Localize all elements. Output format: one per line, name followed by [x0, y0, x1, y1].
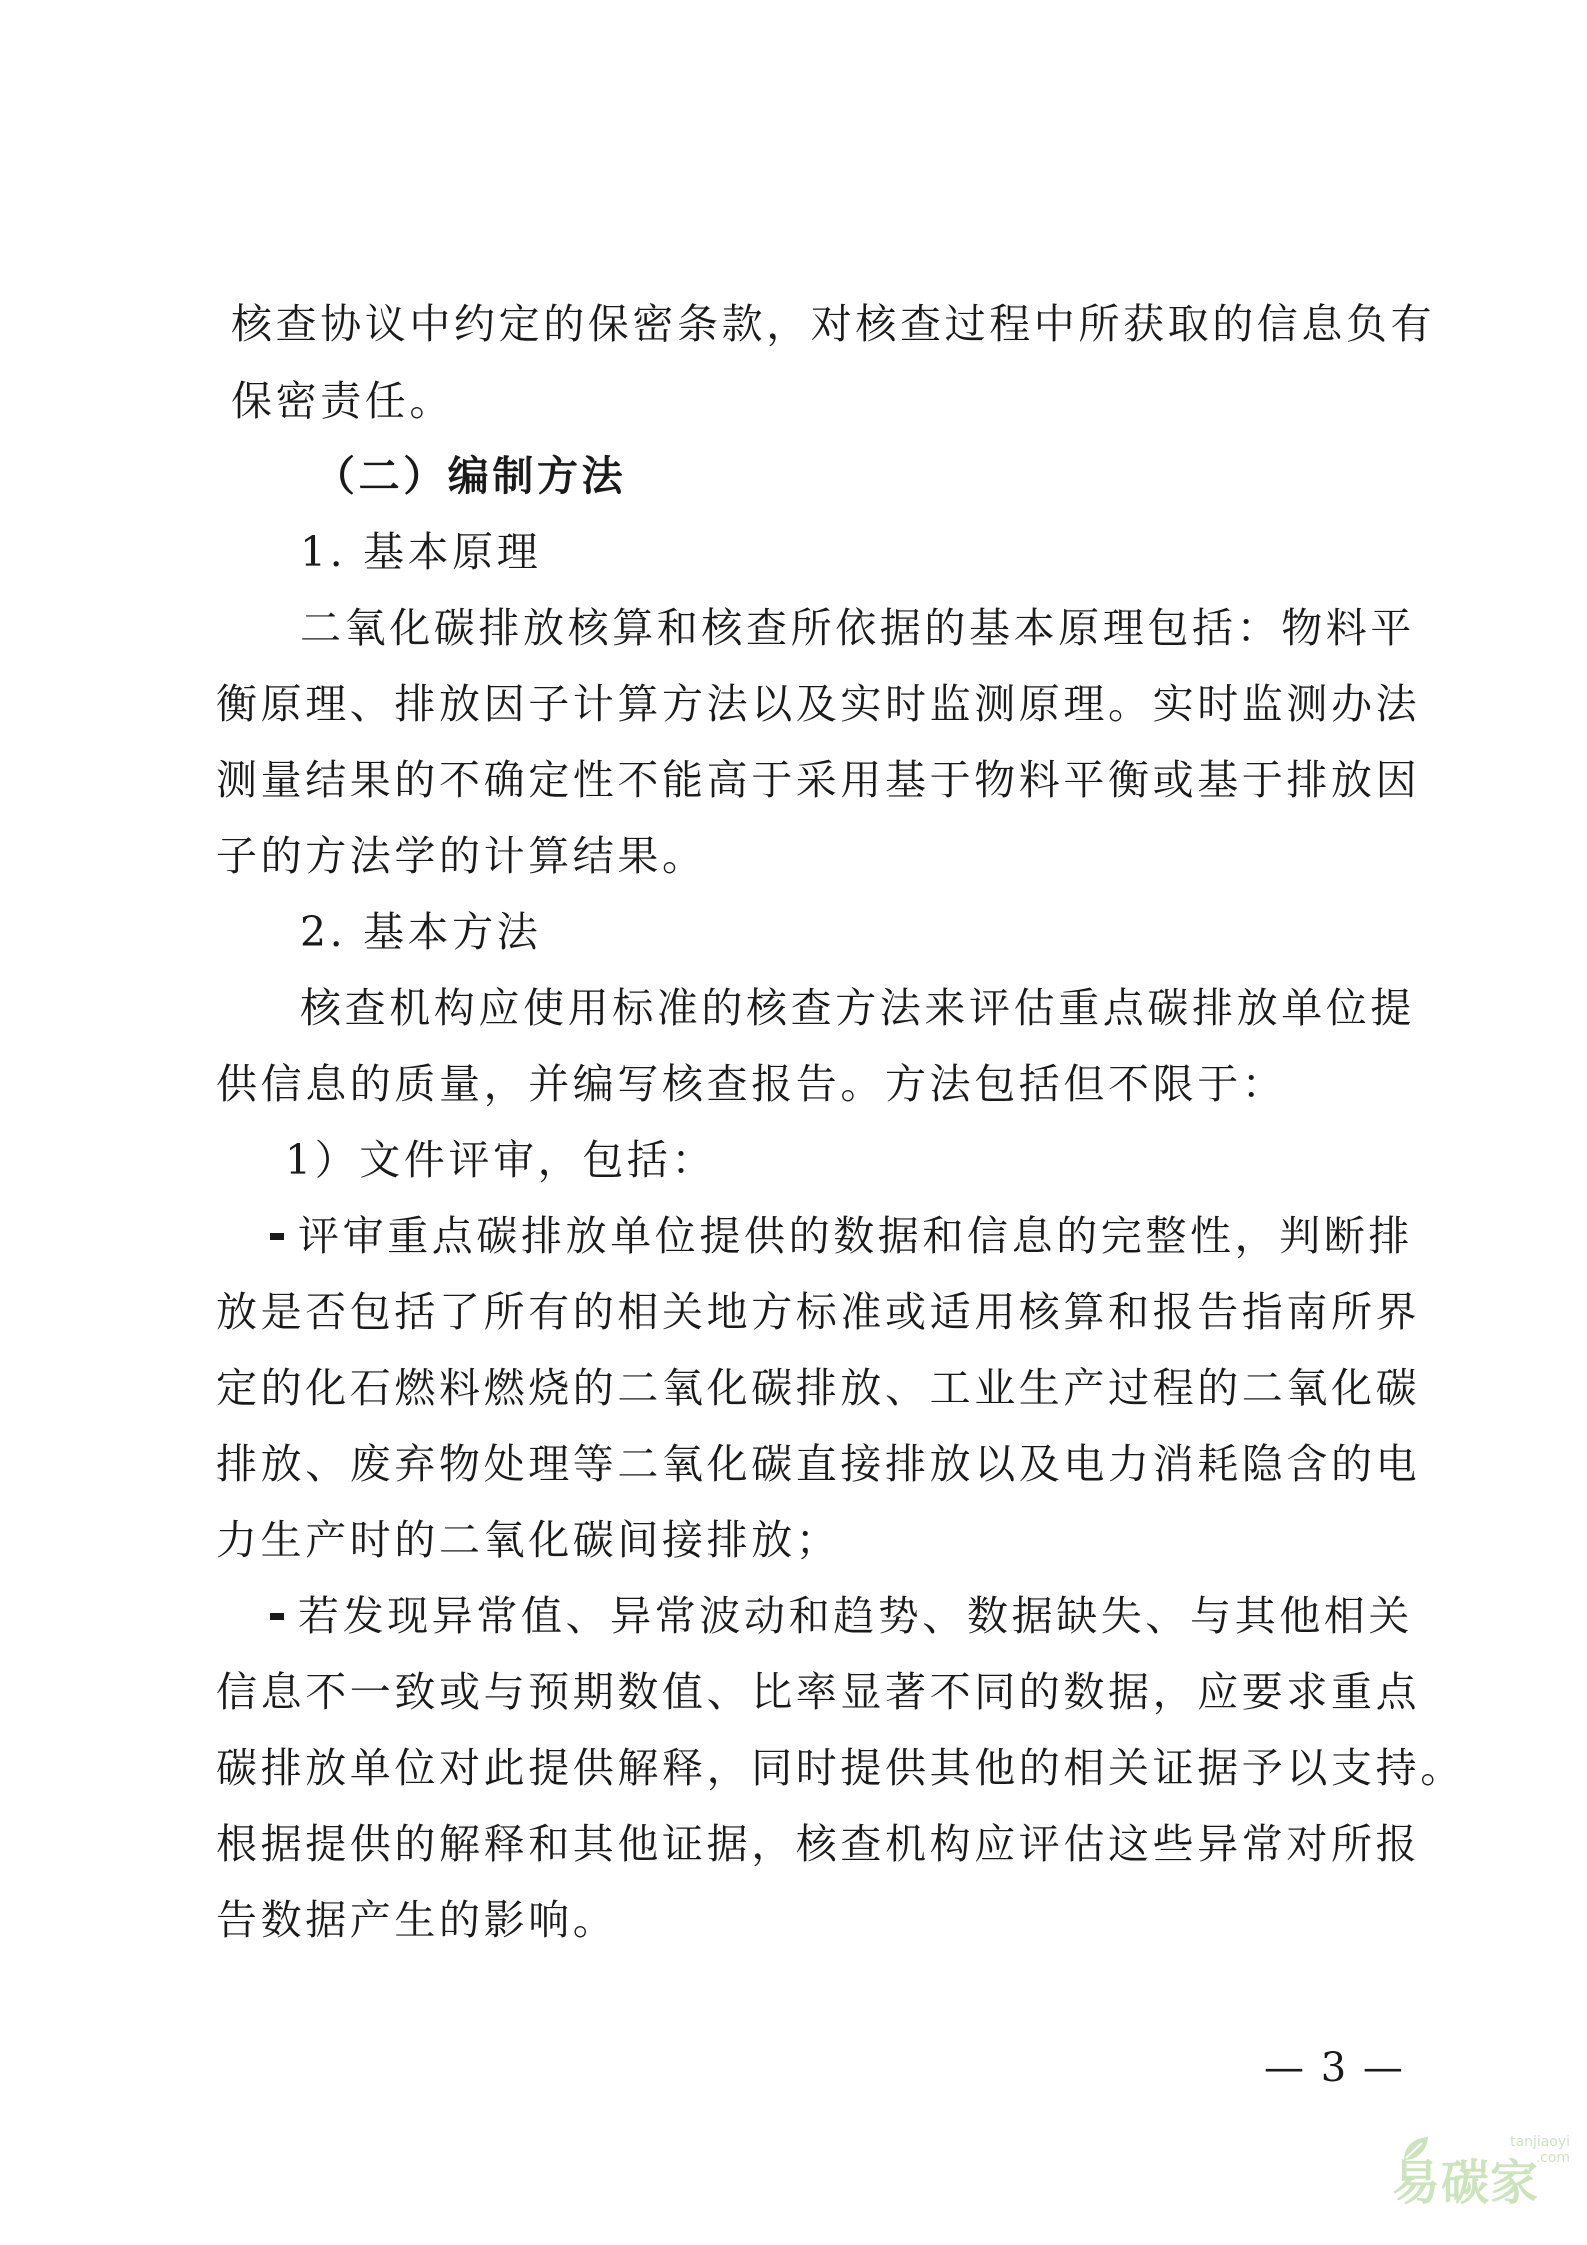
paragraph-line: 供信息的质量，并编写核查报告。方法包括但不限于：	[216, 1060, 1287, 1108]
paragraph-line: 二氧化碳排放核算和核查所依据的基本原理包括：物料平	[300, 604, 1415, 652]
paragraph-line: 核查机构应使用标准的核查方法来评估重点碳排放单位提	[300, 984, 1415, 1032]
paragraph-line: 排放、废弃物处理等二氧化碳直接排放以及电力消耗隐含的电	[216, 1440, 1421, 1488]
paragraph-line: 力生产时的二氧化碳间接排放；	[216, 1516, 841, 1564]
paragraph-line: 子的方法学的计算结果。	[216, 832, 707, 880]
list-item-heading: 1）文件评审，包括：	[285, 1136, 717, 1184]
paragraph-line: 核查协议中约定的保密条款，对核查过程中所获取的信息负有	[231, 300, 1436, 348]
bullet-dash-icon	[270, 1233, 284, 1240]
bullet-dash-icon	[270, 1613, 284, 1620]
paragraph-line: 根据提供的解释和其他证据，核查机构应评估这些异常对所报	[216, 1820, 1421, 1868]
watermark-brand: 易碳家	[1392, 2155, 1540, 2211]
paragraph-line: 告数据产生的影响。	[216, 1896, 618, 1944]
paragraph-line: 衡原理、排放因子计算方法以及实时监测原理。实时监测办法	[216, 680, 1421, 728]
paragraph-line: 保密责任。	[231, 377, 454, 425]
watermark-domain	[1510, 2134, 1570, 2166]
page-number: — 3 —	[1264, 2045, 1405, 2091]
watermark-domain-line: tanjiaoyi	[1510, 2134, 1571, 2150]
paragraph-line: 定的化石燃料燃烧的二氧化碳排放、工业生产过程的二氧化碳	[216, 1364, 1421, 1412]
paragraph-line: 信息不一致或与预期数值、比率显著不同的数据，应要求重点	[216, 1668, 1421, 1716]
paragraph-line: 测量结果的不确定性不能高于采用基于物料平衡或基于排放因	[216, 756, 1421, 804]
bullet-text: 评审重点碳排放单位提供的数据和信息的完整性，判断排	[298, 1212, 1413, 1260]
subsection-heading: 2. 基本方法	[300, 908, 542, 956]
paragraph-line: 放是否包括了所有的相关地方标准或适用核算和报告指南所界	[216, 1288, 1421, 1336]
subsection-heading: 1. 基本原理	[300, 528, 542, 576]
bullet-text: 若发现异常值、异常波动和趋势、数据缺失、与其他相关	[298, 1592, 1413, 1640]
section-heading: （二）编制方法	[314, 452, 627, 500]
paragraph-line: 碳排放单位对此提供解释，同时提供其他的相关证据予以支持。	[216, 1744, 1465, 1792]
watermark-domain-line: .com	[1535, 2150, 1571, 2166]
bullet-line	[270, 1588, 1413, 1644]
watermark-logo	[1392, 2122, 1572, 2222]
bullet-line	[270, 1208, 1413, 1264]
